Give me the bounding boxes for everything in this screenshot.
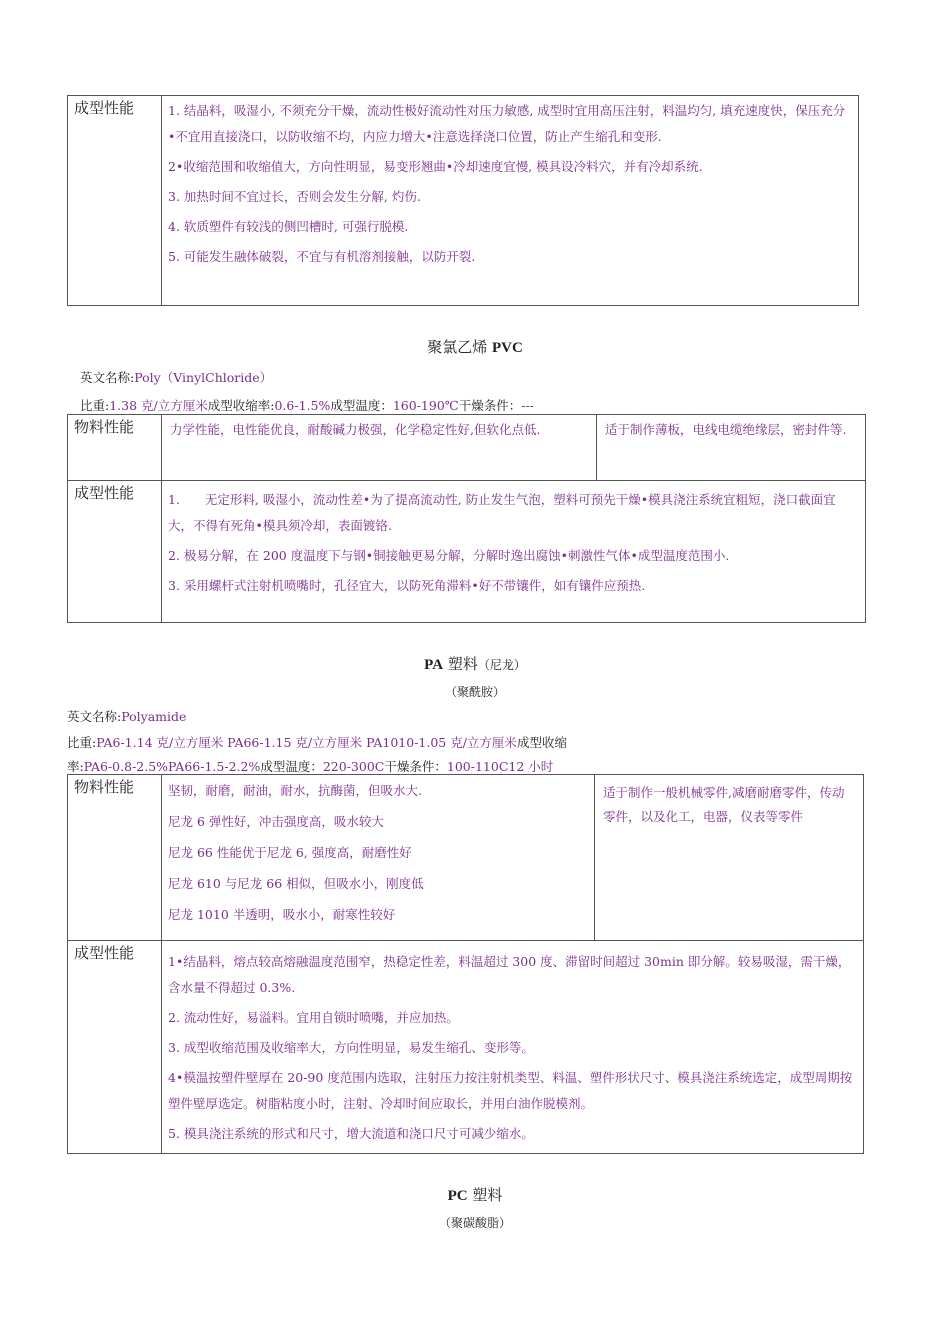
list-item: 1. 无定形料, 吸湿小，流动性差•为了提高流动性, 防止发生气泡，塑料可预先干燥•模具浇注系统宜粗短，浇口截面宜大，不得有死角•模具须冷却，表面镀铬.: [168, 492, 836, 533]
row-label: 成型性能: [68, 96, 162, 306]
list-item: 3. 加热时间不宜过长，否则会发生分解, 灼伤.: [168, 189, 421, 204]
list-item: 2. 极易分解，在 200 度温度下与钢•铜接触更易分解，分解时逸出腐蚀•刺激性气体•成型温度范围小.: [168, 548, 730, 563]
value: 100-110C12 小时: [446, 759, 554, 774]
list-item: 2•收缩范围和收缩值大，方向性明显，易变形翘曲•冷却速度宜慢, 模具设冷料穴，并有冷却系统.: [168, 159, 703, 174]
list-item: 1•结晶料，熔点较高熔融温度范围窄，热稳定性差，料温超过 300 度、滞留时间超过 30min 即分解。较易吸湿，需干燥，含水量不得超过 0.3%.: [168, 954, 851, 995]
molding-list: [162, 481, 866, 623]
pvc-title: [0, 336, 950, 357]
value: 0.6-1.5%: [274, 398, 331, 413]
pc-title-en: PC: [447, 1188, 468, 1204]
list-item: 1. 结晶料，吸湿小, 不须充分干燥，流动性极好流动性对压力敏感, 成型时宜用高压注射，料温均匀, 填充速度快，保压充分•不宜用直接浇口，以防收缩不均，内应力增大•注意选择浇口位置，防止产生缩孔和变形.: [168, 103, 846, 144]
label: 干燥条件：: [458, 398, 522, 413]
label: 成型温度：: [330, 398, 393, 413]
label: 英文名称:: [80, 370, 135, 385]
pa-title-en: PA: [424, 657, 444, 673]
molding-table-1: [67, 95, 859, 306]
list-item: 2. 流动性好，易溢料。宜用自锁时喷嘴，并应加热。: [168, 1010, 459, 1025]
value: 1.38 克/立方厘米: [109, 398, 208, 413]
pa-title: [0, 653, 950, 674]
row-label: 成型性能: [68, 941, 162, 1154]
pa-table: [67, 774, 864, 1154]
label: 比重:: [67, 735, 97, 750]
pvc-title-cn: 聚氯乙烯: [427, 338, 488, 356]
molding-list: [162, 941, 864, 1154]
label: 英文名称:: [67, 709, 122, 724]
pvc-specs: [80, 397, 534, 415]
list-item: 坚韧，耐磨，耐油，耐水，抗酶菌，但吸水大.: [168, 783, 422, 798]
pvc-table: [67, 414, 866, 623]
pa-english-name: [67, 708, 186, 726]
list-item: 5. 可能发生融体破裂，不宜与有机溶剂接触，以防开裂.: [168, 249, 476, 264]
list-item: 3. 成型收缩范围及收缩率大，方向性明显，易发生缩孔、变形等。: [168, 1040, 534, 1055]
label: 比重:: [80, 398, 110, 413]
value: 160-190℃: [392, 398, 459, 413]
row-label: 成型性能: [68, 481, 162, 623]
label: 成型收缩率:: [207, 398, 275, 413]
list-item: 尼龙 610 与尼龙 66 相似，但吸水小，刚度低: [168, 876, 424, 891]
label: 成型收缩: [516, 735, 567, 750]
value: Poly（VinylChloride）: [134, 370, 273, 385]
value: ---: [521, 398, 534, 413]
value: PA6-1.14 克/立方厘米 PA66-1.15 克/立方厘米 PA1010-1.05 克/立方厘米: [96, 735, 517, 750]
row-label: 物料性能: [68, 415, 162, 481]
pc-title: [0, 1184, 950, 1205]
pvc-use-text: 适于制作薄板，电线电缆绝缘层，密封件等.: [597, 415, 866, 481]
pc-title-cn: 塑料: [472, 1186, 503, 1204]
value: 220-300C: [322, 759, 385, 774]
pa-material-list: [162, 775, 595, 941]
pa-specs-line-1: [67, 734, 567, 752]
pa-title-note: （尼龙）: [477, 658, 526, 672]
pa-title-cn: 塑料: [447, 655, 478, 673]
list-item: 5. 模具浇注系统的形式和尺寸，增大流道和浇口尺寸可减少缩水。: [168, 1126, 534, 1141]
list-item: 尼龙 66 性能优于尼龙 6, 强度高，耐磨性好: [168, 845, 412, 860]
label: 率:: [67, 759, 84, 774]
list-item: 4. 软质塑件有较浅的侧凹槽时, 可强行脱模.: [168, 219, 409, 234]
pvc-title-en: PVC: [491, 340, 523, 356]
list-item: 尼龙 1010 半透明，吸水小，耐寒性较好: [168, 907, 396, 922]
label: 干燥条件：: [384, 759, 447, 774]
pvc-english-name: [80, 369, 272, 387]
list-item: 尼龙 6 弹性好，冲击强度高，吸水较大: [168, 814, 384, 829]
value: Polyamide: [121, 709, 187, 724]
label: 成型温度：: [260, 759, 323, 774]
pa-use-text: 适于制作一般机械零件,减磨耐磨零件，传动零件，以及化工，电器，仪表等零件: [595, 775, 864, 941]
value: PA6-0.8-2.5%PA66-1.5-2.2%: [83, 759, 261, 774]
list-item: 3. 采用螺杆式注射机喷嘴时，孔径宜大，以防死角滞料•好不带镶件，如有镶件应预热.: [168, 578, 646, 593]
list-item: 4•模温按塑件壁厚在 20-90 度范围内选取，注射压力按注射机类型、料温、塑件形状尺寸、模具浇注系统选定，成型周期按塑件壁厚选定。树脂粘度小时，注射、冷却时间应取长，并用白油作脱模剂。: [168, 1070, 853, 1111]
pvc-material-text: 力学性能，电性能优良，耐酸碱力极强，化学稳定性好,但软化点低.: [162, 415, 597, 481]
pa-subtitle: （聚酰胺）: [444, 685, 505, 699]
pc-subtitle: （聚碳酸脂）: [438, 1216, 511, 1230]
row-label: 物料性能: [68, 775, 162, 941]
molding-list: [162, 96, 859, 306]
